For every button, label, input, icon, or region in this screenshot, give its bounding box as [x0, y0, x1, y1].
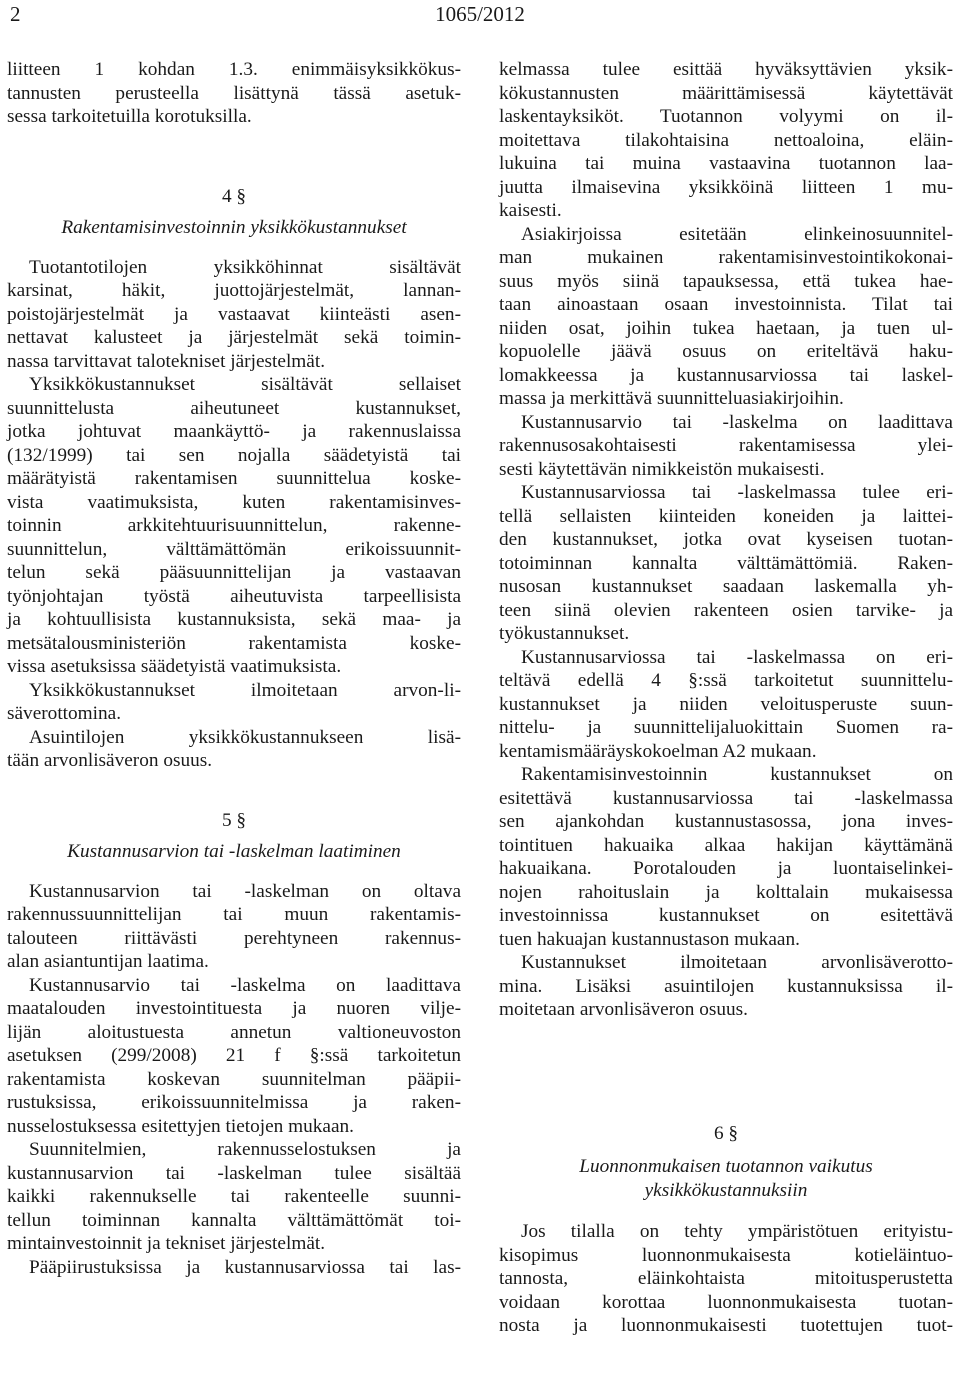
text-line: suunnittelusta aiheutuneet kustannukset,	[7, 397, 461, 419]
text-line: tellun toiminnan kannalta välttämättömät toi-	[7, 1209, 461, 1231]
text-line: tään arvonlisäveron osuus.	[7, 750, 213, 771]
text-line: kelmassa tulee esittää hyväksyttävien yksik-	[499, 59, 953, 80]
text-line: ja kohtuullisista kustannuksista, sekä maa- ja	[7, 609, 461, 630]
section-heading: Kustannusarvion tai -laskelman laatiminen	[67, 841, 401, 862]
page-header	[0, 0, 960, 30]
spacer	[499, 1022, 953, 1122]
text-line: moitetaan arvonlisäveron osuus.	[499, 999, 748, 1020]
spacer	[7, 773, 461, 809]
text-line: nusosan kustannukset saadaan laskemalla yh-	[499, 576, 953, 597]
text-line: lijän aloitustuesta annetun valtioneuvoston	[7, 1021, 461, 1043]
text-line: poistojärjestelmät ja vastaavat kiinteästi asen-	[7, 303, 461, 325]
text-line: investoinnissa kustannukset on esitettävä	[499, 905, 953, 926]
text-line: tellä sellaisten kiinteiden koneiden ja laittei-	[499, 505, 953, 527]
text-line: lomakkeessa ja kustannusarviossa tai laskel-	[499, 364, 953, 386]
paragraph-first-line: Yksikkökustannukset ilmoitetaan arvon-li-	[29, 679, 461, 701]
section-heading: Luonnonmukaisen tuotannon vaikutus	[579, 1156, 873, 1177]
paragraph-first-line: Kustannusarvion tai -laskelman on oltava	[29, 880, 461, 902]
text-line: laskentayksiköt. Tuotannon volyymi on il-	[499, 106, 953, 127]
text-line: mintainvestoinnit ja tekniset järjestelmät.	[7, 1233, 326, 1254]
section-heading: yksikkökustannuksiin	[644, 1179, 808, 1201]
text-line: rakentamista koskevan suunnitelman pääpii-	[7, 1068, 461, 1090]
text-line: säverottomina.	[7, 703, 122, 724]
text-line: niiden osat, joihin tukea haetaan, ja tuen ul-	[499, 317, 953, 339]
text-line: kustannukset ja niiden veloitusperuste suun-	[499, 693, 953, 715]
text-line: kaikki rakennukselle tai rakenteelle suunni-	[7, 1186, 461, 1207]
paragraph-first-line: Kustannusarviossa tai -laskelmassa tulee eri-	[521, 482, 953, 503]
section-number: 5 §	[221, 809, 247, 831]
paragraph-first-line: Pääpiirustuksissa ja kustannusarviossa tai las-	[29, 1256, 461, 1278]
text-line: työnjohtajan työstä aiheutuvista tarpeellisista	[7, 585, 461, 607]
text-line: nassa tarvittavat talotekniset järjestelmät.	[7, 350, 326, 372]
text-line: suus myös siinä tapauksessa, että tukea hae-	[499, 270, 953, 292]
text-line: tuen hakuajan kustannustason mukaan.	[499, 928, 800, 950]
document-id: 1065/2012	[435, 2, 525, 26]
text-line: vista vaatimuksista, kuten rakentamisinves-	[7, 491, 461, 513]
text-line: talouteen riittävästi perehtyneen rakennus-	[7, 927, 461, 949]
page-number: 2	[10, 2, 21, 26]
text-line: telun sekä pääsuunnittelijan ja vastaavan	[7, 562, 461, 583]
paragraph-first-line: Tuotantotilojen yksikköhinnat sisältävät	[29, 256, 461, 278]
text-line: nettavat kalusteet ja järjestelmät sekä toimin-	[7, 327, 461, 348]
text-line: suunnittelun, välttämättömän erikoissuunnit-	[7, 538, 461, 560]
section-number: 6 §	[713, 1122, 739, 1144]
text-line: den kustannukset, jotka ovat kyseisen tuotan-	[499, 529, 953, 550]
spacer	[7, 240, 461, 256]
text-line: moitettava tilakohtaisina nettoaloina, eläin-	[499, 129, 953, 151]
text-line: lukuina tai muina vastaavina tuotannon laa-	[499, 153, 953, 174]
text-line: mina. Lisäksi asuintilojen kustannuksissa il-	[499, 975, 953, 997]
text-line: voidaan korottaa luonnonmukaisesta tuotan-	[499, 1291, 953, 1313]
text-line: sen ajankohdan kustannustasossa, jona inves-	[499, 811, 953, 832]
text-line: nojen rahoituslain ja kolttalain mukaisessa	[499, 881, 953, 903]
paragraph-first-line: Jos tilalla on tehty ympäristötuen erityistu-	[521, 1221, 953, 1242]
text-line: rakennussuunnittelijan tai muun rakentamis-	[7, 904, 461, 925]
text-line: taan ainoastaan osaan investoinnista. Tilat tai	[499, 294, 953, 315]
paragraph-first-line: Yksikkökustannukset sisältävät sellaiset	[29, 374, 461, 395]
text-line: sesti käytettävän nimikkeistön mukaisesti.	[499, 458, 825, 480]
text-line: metsätalousministeriön rakentamista koske-	[7, 632, 461, 654]
paragraph-first-line: Kustannukset ilmoitetaan arvonlisäverotto-	[521, 952, 953, 973]
text-line: alan asiantuntijan laatima.	[7, 951, 209, 972]
paragraph-first-line: Suunnitelmien, rakennusselostuksen ja	[29, 1139, 461, 1160]
text-line: (132/1999) tai sen nojalla säädetyistä tai	[7, 444, 461, 466]
paragraph-first-line: Asuintilojen yksikkökustannukseen lisä-	[29, 726, 461, 748]
text-line: man mukainen rakentamisinvestointikokonai-	[499, 247, 953, 268]
text-line: teen siinä olevien rakenteen osien tarvike- ja	[499, 599, 953, 621]
spacer	[7, 864, 461, 880]
text-line: esitettävä kustannusarviossa tai -laskelmassa	[499, 787, 953, 809]
text-line: maatalouden investointituesta ja nuoren vilje-	[7, 998, 461, 1019]
text-line: rustuksissa, erikoissuunnitelmissa ja raken-	[7, 1092, 461, 1113]
text-line: määrätyistä rakentamisen suunnittelua koske-	[7, 468, 461, 489]
text-line: asetuksen (299/2008) 21 f §:ssä tarkoitetun	[7, 1045, 461, 1066]
text-line: kopuolelle jäävä osuus on eriteltävä haku-	[499, 341, 953, 362]
text-line: totoiminnan kannalta välttämättömiä. Raken-	[499, 552, 953, 574]
spacer	[7, 129, 461, 185]
section-heading: Rakentamisinvestoinnin yksikkökustannukset	[61, 217, 407, 238]
text-line: nittelu- ja suunnittelijaluokittain Suomen ra-	[499, 717, 953, 738]
text-line: kaisesti.	[499, 200, 562, 221]
paragraph-first-line: Rakentamisinvestoinnin kustannukset on	[521, 764, 953, 785]
spacer	[7, 208, 461, 216]
text-line: toinnin arkkitehtuurisuunnittelun, rakenne-	[7, 515, 461, 536]
text-line: kisopimus luonnonmukaisesta kotieläintuo-	[499, 1244, 953, 1266]
text-line: kustannusarvion tai -laskelman tulee sisältää	[7, 1162, 461, 1184]
spacer	[7, 832, 461, 840]
paragraph-first-line: Asiakirjoissa esitetään elinkeinosuunnitel-	[521, 223, 953, 245]
text-line: rakennusosakohtaisesti rakentamisessa ylei-	[499, 435, 953, 456]
text-line: työkustannukset.	[499, 623, 630, 644]
text-line: massa ja merkittävä suunnitteluasiakirjoihin.	[499, 388, 844, 409]
text-line: nusselostuksessa esitettyjen tietojen mukaan.	[7, 1115, 354, 1137]
text-line: tannusten perusteella lisättynä tässä asetuk-	[7, 82, 461, 104]
section-number: 4 §	[221, 185, 247, 207]
text-line: jotka johtuvat maankäyttö- ja rakennuslaissa	[7, 421, 461, 442]
spacer	[499, 1145, 953, 1155]
text-line: tointituen hakuaika alkaa hakijan käyttämänä	[499, 834, 953, 856]
text-line: juutta ilmaisevina yksikköinä liitteen 1 mu-	[499, 176, 953, 198]
text-line: nosta ja luonnonmukaisesti tuotettujen tuot-	[499, 1315, 953, 1336]
text-line: hakuaikana. Porotalouden ja luontaiselinkei-	[499, 858, 953, 879]
right-text-column	[499, 58, 953, 1338]
text-line: tannosta, eläinkohtaista mitoitusperustetta	[499, 1268, 953, 1289]
paragraph-first-line: Kustannusarvio tai -laskelma on laadittava	[29, 974, 461, 996]
text-line: karsinat, häkit, juottojärjestelmät, lannan-	[7, 280, 461, 301]
paragraph-first-line: Kustannusarvio tai -laskelma on laadittava	[521, 411, 953, 433]
spacer	[499, 1202, 953, 1220]
text-line: kentamismääräyskokoelman A2 mukaan.	[499, 740, 817, 762]
left-text-column	[7, 58, 461, 1279]
text-line: vissa asetuksissa säädetyistä vaatimuksista.	[7, 656, 342, 677]
text-line: kökustannusten määrittämisessä käytettävät	[499, 82, 953, 104]
paragraph-first-line: Kustannusarviossa tai -laskelmassa on eri-	[521, 646, 953, 668]
text-line: sessa tarkoitetuilla korotuksilla.	[7, 106, 252, 127]
text-line: teltävä edellä 4 §:ssä tarkoitetut suunnittelu-	[499, 670, 953, 691]
text-line: liitteen 1 kohdan 1.3. enimmäisyksikkökus-	[7, 59, 461, 80]
